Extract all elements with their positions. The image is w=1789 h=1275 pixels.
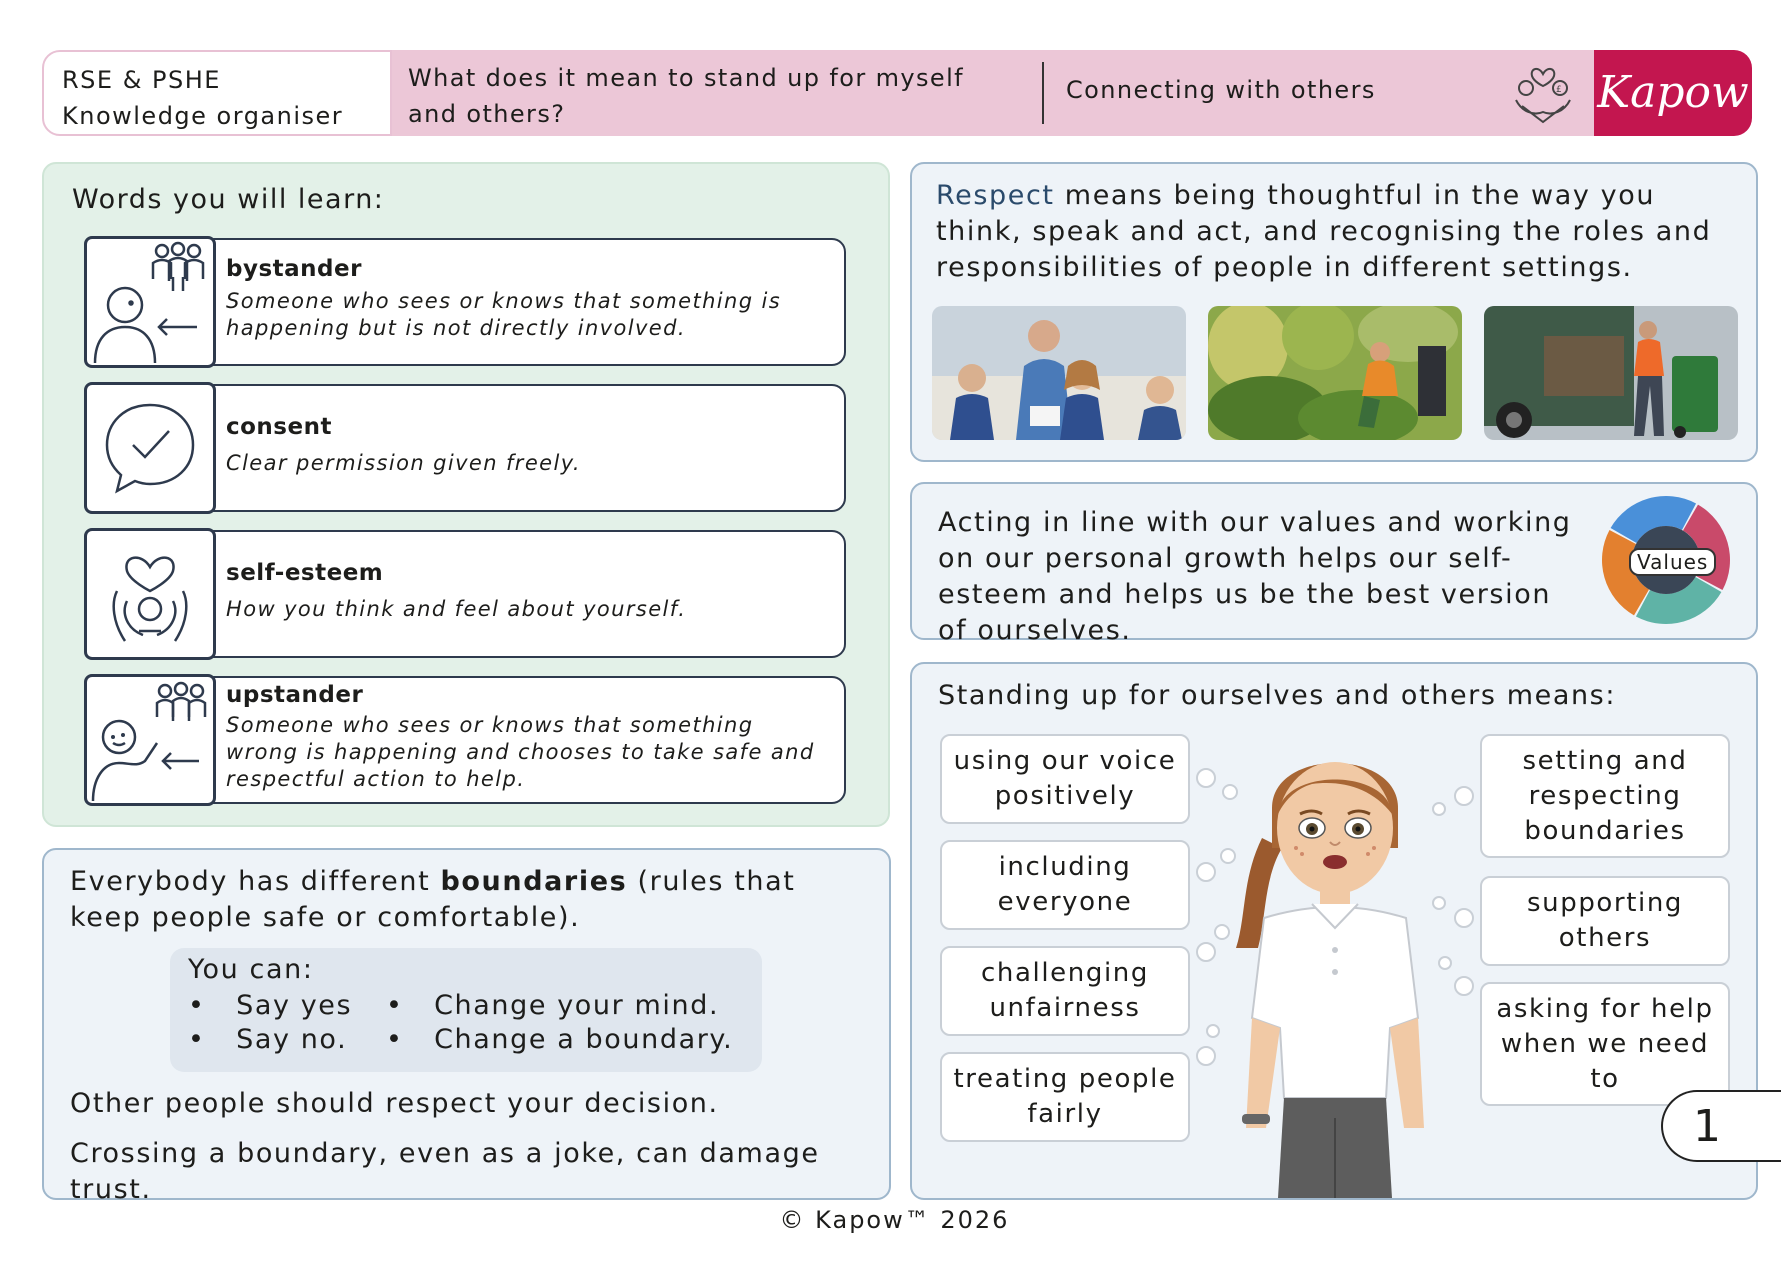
standing-up-title: Standing up for ourselves and others means: xyxy=(938,680,1617,711)
thought-bubble xyxy=(1196,862,1216,882)
boundaries-intro-text: (rules that keep people safe or comfortable). xyxy=(70,866,796,933)
option-say-yes: • Say yes xyxy=(188,990,353,1021)
word-term: consent xyxy=(226,414,332,440)
gardener-photo xyxy=(1208,306,1462,440)
means-text: treating people fairly xyxy=(953,1064,1177,1129)
option-text: Change your mind. xyxy=(434,990,720,1021)
values-label: Values xyxy=(1629,548,1716,576)
footer-copyright: © Kapow™ 2026 xyxy=(779,1206,1010,1234)
means-box-voice xyxy=(940,734,1190,824)
thought-bubble xyxy=(1454,908,1474,928)
thought-bubble xyxy=(1454,786,1474,806)
means-box-asking xyxy=(1480,982,1730,1106)
speech-check-icon xyxy=(84,382,216,514)
means-text: asking for help when we need to xyxy=(1496,993,1714,1094)
word-term: self-esteem xyxy=(226,560,384,586)
kapow-logo: Kapow xyxy=(1594,50,1752,136)
heart-hands-icon xyxy=(1508,62,1578,126)
option-text: Say no. xyxy=(236,1024,348,1055)
word-definition: Someone who sees or knows that something is happening but is not directly involved. xyxy=(226,289,782,340)
girl-illustration xyxy=(1222,728,1448,1198)
respect-keyword: Respect xyxy=(936,180,1055,211)
thought-bubble xyxy=(1206,1024,1220,1038)
means-box-boundaries xyxy=(1480,734,1730,858)
respect-text: means being thoughtful in the way you think, speak and act, and recognising the roles and responsibilities of people in different settings. xyxy=(936,180,1712,283)
values-text: Acting in line with our values and working on our personal growth helps our self-esteem and helps us be the best version of ourselves. xyxy=(938,507,1572,646)
option-change-mind: • Change your mind. xyxy=(386,990,720,1021)
word-term: bystander xyxy=(226,256,362,282)
option-text: Change a boundary. xyxy=(434,1024,734,1055)
header-theme: Connecting with others xyxy=(1066,76,1376,104)
respect-decision: Other people should respect your decision. xyxy=(70,1088,719,1119)
subject-subtitle: Knowledge organiser xyxy=(62,102,344,130)
header-divider xyxy=(1042,62,1044,124)
word-definition: Clear permission given freely. xyxy=(226,451,581,475)
subject-title: RSE & PSHE xyxy=(62,66,221,94)
page-number: 1 xyxy=(1661,1090,1781,1162)
means-text: using our voice positively xyxy=(953,746,1177,811)
word-card-self-esteem xyxy=(200,530,846,658)
self-love-icon xyxy=(84,528,216,660)
option-change-boundary: • Change a boundary. xyxy=(386,1024,734,1055)
word-definition: Someone who sees or knows that something wrong is happening and chooses to take safe and respectful action to help. xyxy=(226,713,815,791)
means-box-treating xyxy=(940,1052,1190,1142)
header-question: What does it mean to stand up for myself and others? xyxy=(408,64,964,128)
teacher-classroom-photo xyxy=(932,306,1186,440)
refuse-collector-photo xyxy=(1484,306,1738,440)
thought-bubble xyxy=(1196,942,1216,962)
boundaries-intro xyxy=(70,864,870,936)
means-text: challenging unfairness xyxy=(981,958,1149,1023)
you-can-title: You can: xyxy=(188,954,314,985)
means-text: supporting others xyxy=(1526,888,1684,953)
bystander-icon xyxy=(84,236,216,368)
boundaries-keyword: boundaries xyxy=(440,866,628,897)
word-card-consent xyxy=(200,384,846,512)
respect-definition xyxy=(936,178,1746,286)
thought-bubble xyxy=(1196,768,1216,788)
means-box-challenging xyxy=(940,946,1190,1036)
boundary-trust: Crossing a boundary, even as a joke, can damage trust. xyxy=(70,1138,820,1205)
means-box-including xyxy=(940,840,1190,930)
means-box-supporting xyxy=(1480,876,1730,966)
word-term: upstander xyxy=(226,682,364,708)
svg-text:£: £ xyxy=(1556,85,1562,95)
thought-bubble xyxy=(1454,976,1474,996)
means-text: setting and respecting boundaries xyxy=(1522,745,1688,846)
option-say-no: • Say no. xyxy=(188,1024,348,1055)
thought-bubble xyxy=(1196,1046,1216,1066)
boundaries-intro-text: Everybody has different xyxy=(70,866,441,897)
option-text: Say yes xyxy=(236,990,353,1021)
header-subject xyxy=(42,50,392,136)
word-definition: How you think and feel about yourself. xyxy=(226,597,687,621)
words-title: Words you will learn: xyxy=(72,184,385,215)
means-text: including everyone xyxy=(997,852,1133,917)
upstander-icon xyxy=(84,674,216,806)
